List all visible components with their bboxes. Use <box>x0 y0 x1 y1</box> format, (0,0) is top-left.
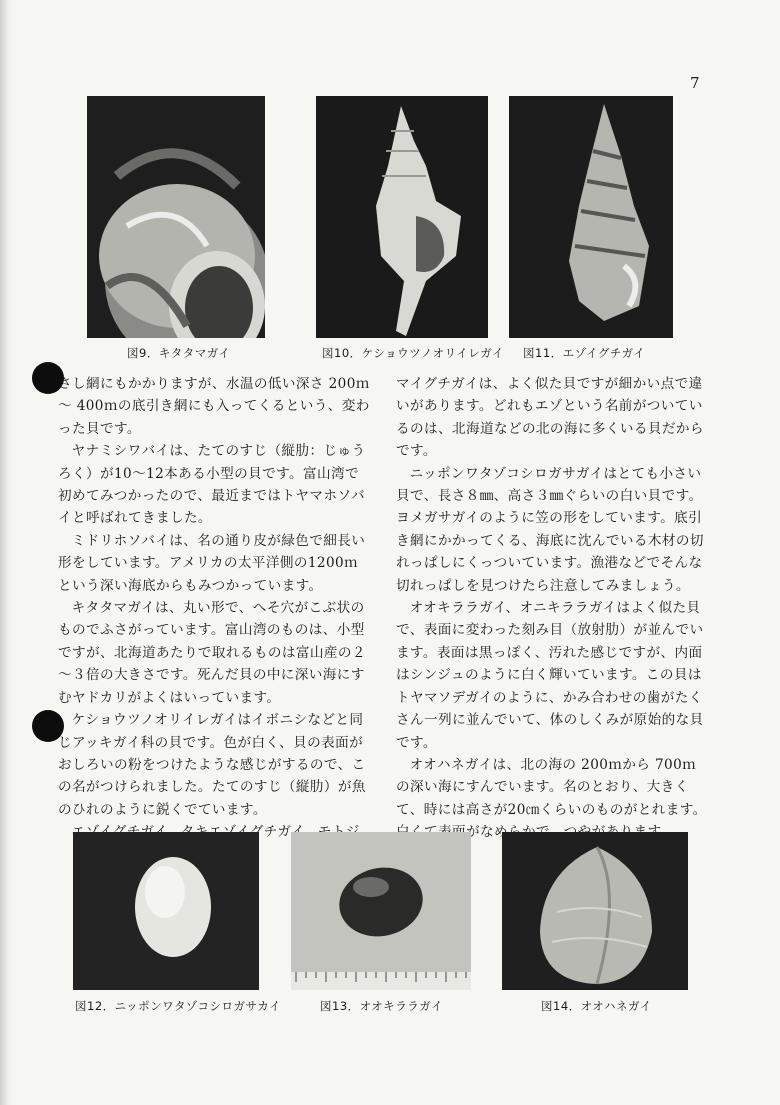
photo-oohanegai <box>502 832 688 990</box>
photo-keshoutsunooriiregai <box>316 96 488 338</box>
paragraph: オオキララガイ、オニキララガイはよく似た貝で、表面に変わった刻み目（放射肋）が並んでいます。表面は黒っぽく、汚れた感じですが、内面はシンジュのように白く輝いています。この貝はトヤマソデガイのように、かみ合わせの歯がたくさん一列に並んでいて、体のしくみが原始的な貝です。 <box>396 600 704 751</box>
caption-fig12: 図12．ニッポンワタゾコシロガサカイ <box>75 999 281 1013</box>
paragraph: ヤナミシワバイは、たてのすじ（縦肋：じゅうろく）が10～12本ある小型の貝です。富山湾で初めてみつかったので、最近まではトヤマホソバイと呼ばれてきました。 <box>58 443 366 527</box>
text-column-left <box>58 373 372 844</box>
caption-fig11: 図11．エゾイグチガイ <box>523 346 646 360</box>
paragraph: ニッポンワタゾコシロガサガイはとても小さい貝で、長さ８㎜、高さ３㎜ぐらいの白い貝です。ヨメガサガイのように笠の形をしています。底引き網にかかってくる、海底に沈んでいる木材の切れっぱしにくっついています。漁港などでそんな切れっぱしを見つけたら注意してみましょう。 <box>396 465 704 594</box>
paragraph: マイグチガイは、よく似た貝ですが細かい点で違いがあります。どれもエゾという名前がついているのは、北海道などの北の海に多くいる貝だからです。 <box>396 376 704 460</box>
photo-ookiraragai <box>291 832 471 990</box>
paragraph: ミドリホソバイは、名の通り皮が緑色で細長い形をしています。アメリカの太平洋側の1200ｍという深い海底からもみつかっています。 <box>58 532 366 594</box>
caption-fig10: 図10．ケショウツノオリイレガイ <box>322 346 504 360</box>
page-number: 7 <box>690 74 700 92</box>
caption-fig13: 図13．オオキララガイ <box>320 999 443 1013</box>
caption-fig14: 図14．オオハネガイ <box>541 999 652 1013</box>
photo-kitatamagai <box>87 96 265 338</box>
paragraph: キタタマガイは、丸い形で、へそ穴がこぶ状のものでふさがっています。富山湾のものは、小型ですが、北海道あたりで取れるものは富山産の２～３倍の大きさです。死んだ貝の中に深い海にすむヤドカリがよくはいっています。 <box>58 600 366 706</box>
text-column-right <box>396 373 710 844</box>
paragraph: オオハネガイは、北の海の 200ｍから 700ｍの深い海にすんでいます。名のとおり、大きくて、時には高さが20㎝くらいのものがとれます。 表面がなめらかで <box>396 756 707 841</box>
page-edge <box>0 0 14 1105</box>
paragraph: ケショウツノオリイレガイはイボニシなどと同じアッキガイ科の貝です。色が白く、貝の表面がおしろいの粉をつけたような感じがするので、この名がつけられました。たてのすじ（縦肋）が魚のひれのように鋭くでています。 <box>58 712 366 818</box>
photo-ezoiguchigai <box>509 96 673 338</box>
caption-fig9: 図9．キタタマガイ <box>127 346 231 360</box>
photo-nipponwatazokoshirogasagai <box>73 832 259 990</box>
paragraph: さし網にもかかりますが、水温の低い深さ 200ｍ～ 400ｍの底引き網にも入ってくるという、変わった貝です。 <box>58 376 370 437</box>
